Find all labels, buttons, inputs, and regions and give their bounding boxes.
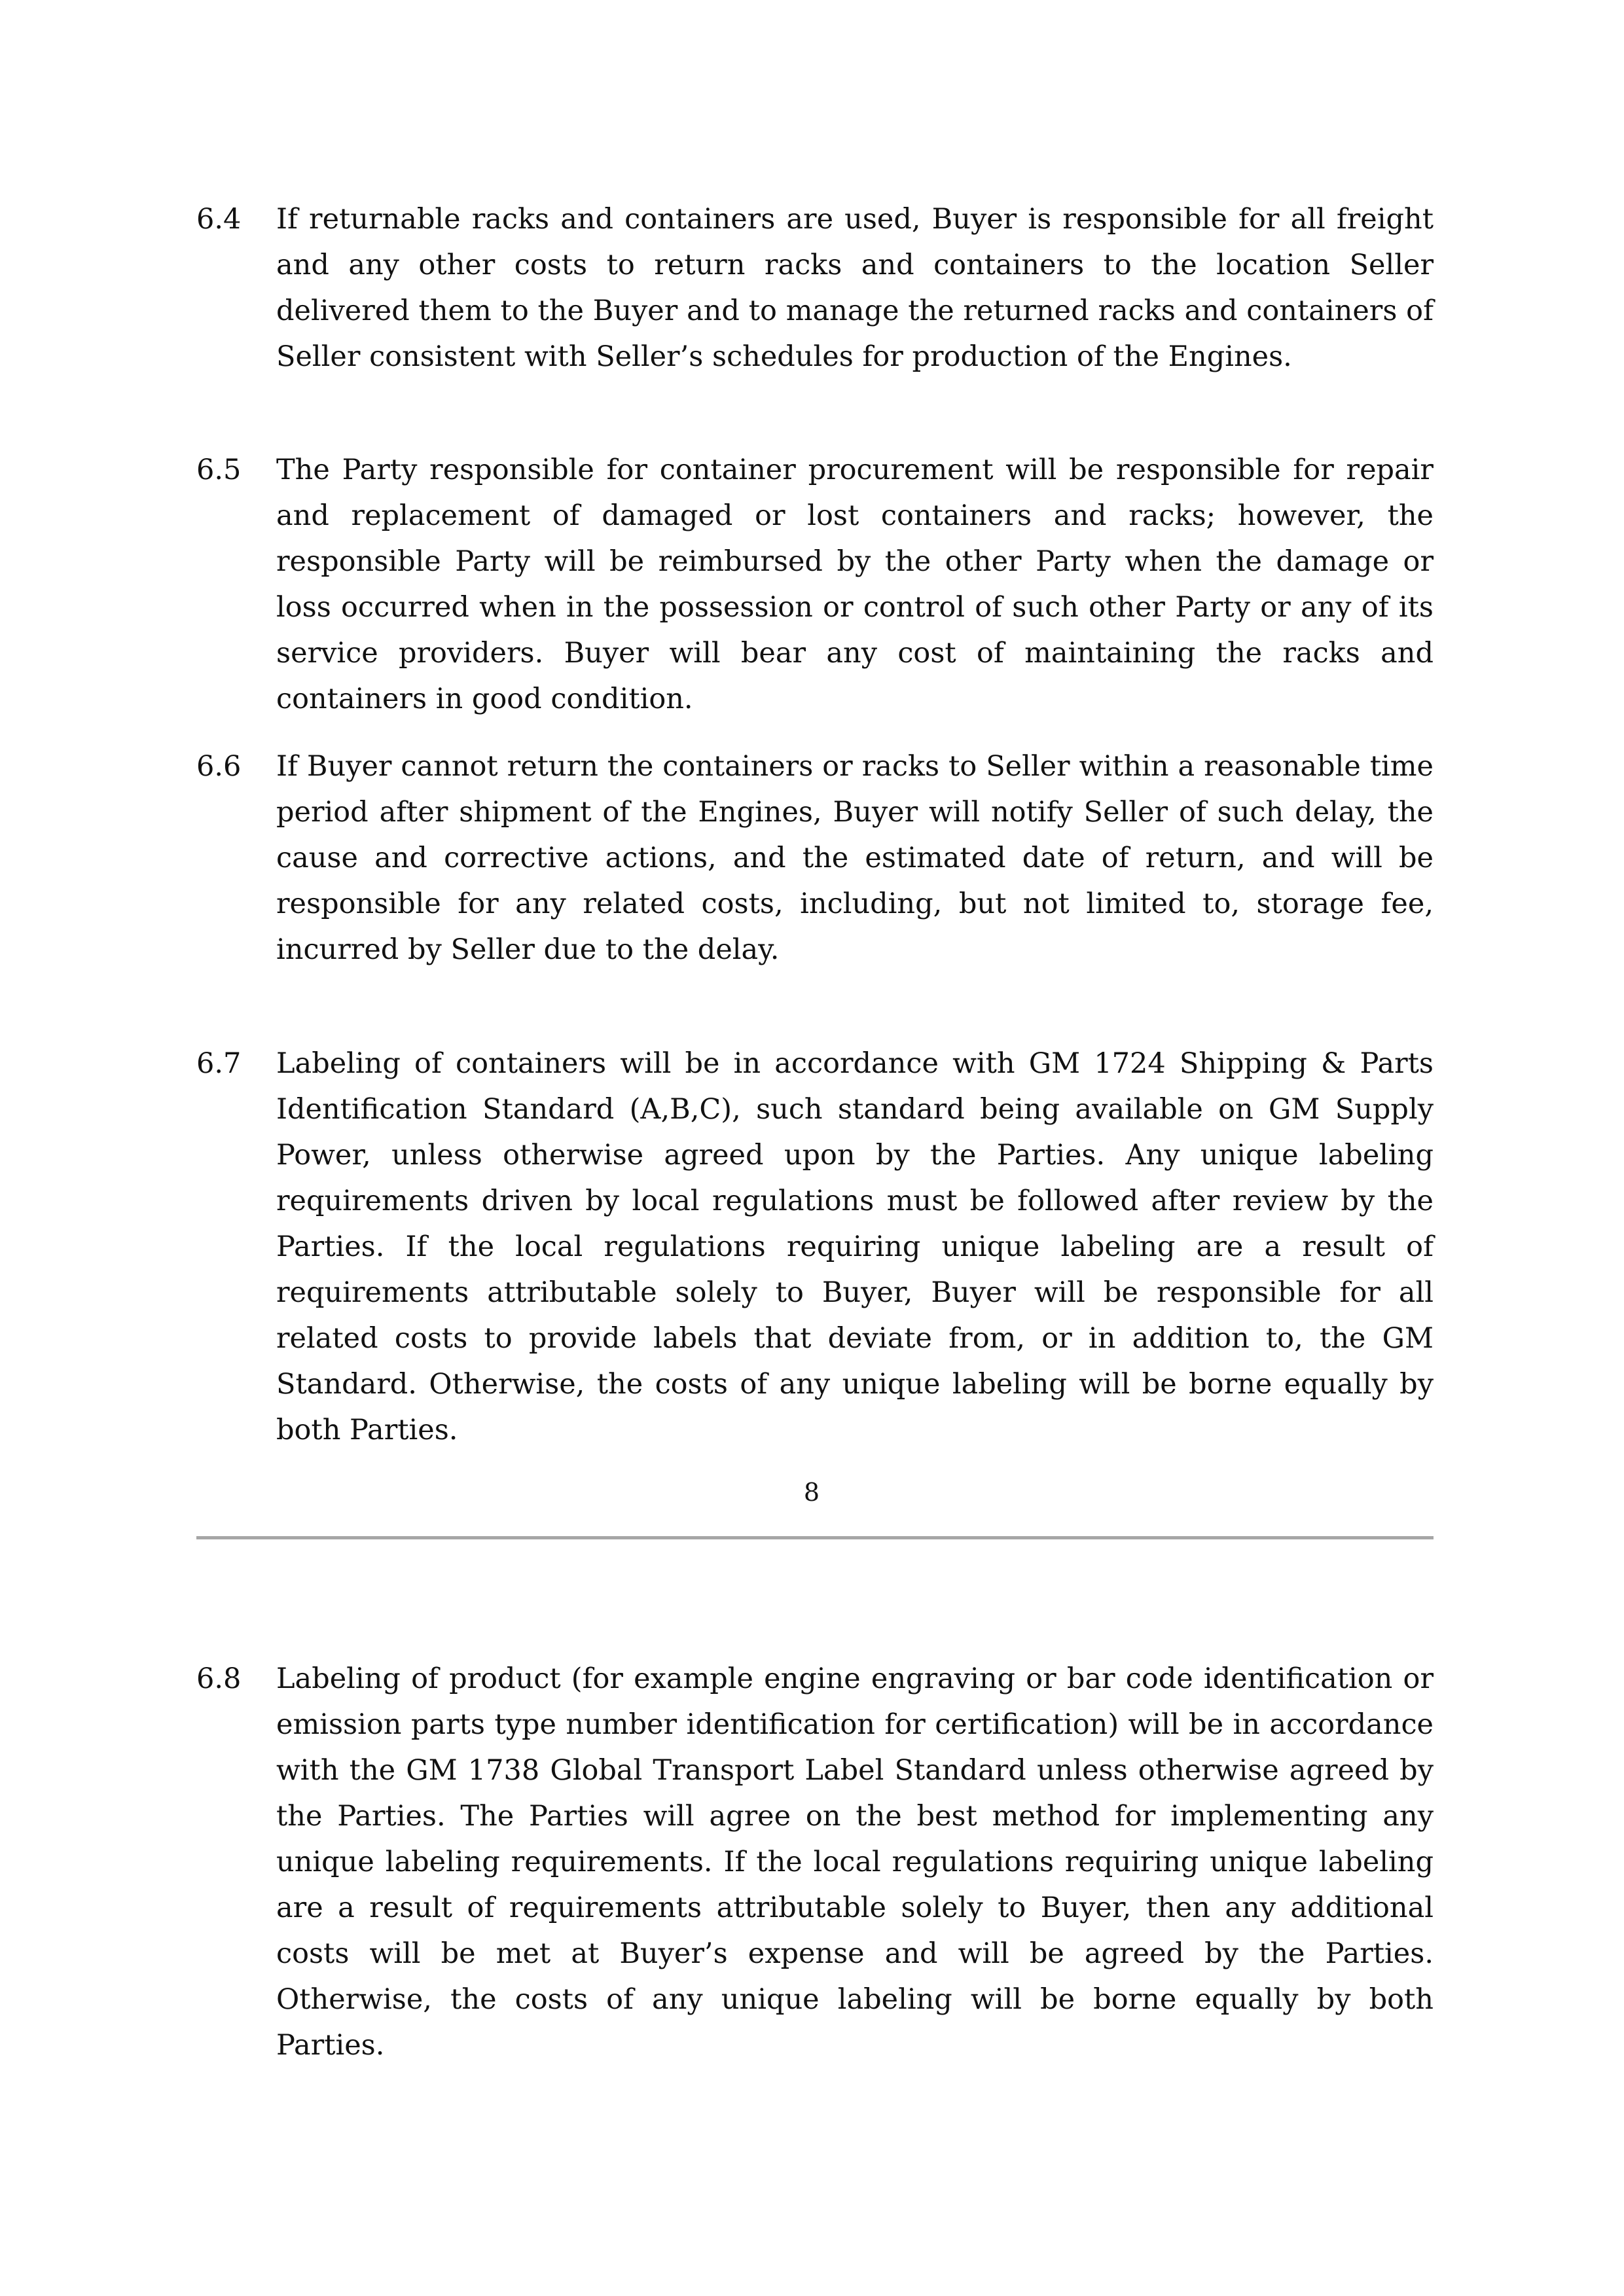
clause-number: 6.7 [196,1047,242,1080]
clause-6-7 [196,1041,1434,1453]
clause-number: 6.4 [196,203,242,236]
clause-number: 6.5 [196,454,242,486]
clause-text: If Buyer cannot return the containers or racks to Seller within a reasonable time period after shipment of the Engines, Buyer will notify Seller of such delay, the cause and corrective actions, and the estimated date of return, and will be responsible for any related costs, including, but not limited to, storage fee, incurred by Seller due to the delay. [276,750,1434,966]
clause-text: Labeling of containers will be in accordance with GM 1724 Shipping & Parts Identification Standard (A,B,C), such standard being available on GM Supply Power, unless otherwise agreed upon by the Parties. Any unique labeling requirements driven by local regulations must be followed after review by the Parties. If the local regulations requiring unique labeling are a result of requirements attributable solely to Buyer, Buyer will be responsible for all related costs to provide labels that deviate from, or in addition to, the GM Standard. Otherwise, the costs of any unique labeling will be borne equally by both Parties. [276,1047,1434,1446]
clause-6-4 [196,196,1434,380]
page-divider [196,1536,1434,1539]
clause-text: Labeling of product (for example engine engraving or bar code identification or emission parts type number identification for certification) will be in accordance with the GM 1738 Global Transport Label Standard unless otherwise agreed by the Parties. The Parties will agree on the best method for implementing any unique labeling requirements. If the local regulations requiring unique labeling are a result of requirements attributable solely to Buyer, then any additional costs will be met at Buyer’s expense and will be agreed by the Parties. Otherwise, the costs of any unique labeling will be borne equally by both Parties. [276,1662,1434,2062]
clause-6-8 [196,1656,1434,2068]
clause-text: The Party responsible for container procurement will be responsible for repair and replacement of damaged or lost containers and racks; however, the responsible Party will be reimbursed by the other Party when the damage or loss occurred when in the possession or control of such other Party or any of its service providers. Buyer will bear any cost of maintaining the racks and containers in good condition. [276,454,1434,715]
clause-6-5 [196,447,1434,722]
clause-text: If returnable racks and containers are used, Buyer is responsible for all freight and any other costs to return racks and containers to the location Seller delivered them to the Buyer and to manage the returned racks and containers of Seller consistent with Seller’s schedules for production of the Engines. [276,203,1434,373]
clause-number: 6.8 [196,1662,242,1695]
page-number: 8 [803,1478,820,1507]
clause-6-6 [196,744,1434,973]
clause-number: 6.6 [196,750,242,783]
